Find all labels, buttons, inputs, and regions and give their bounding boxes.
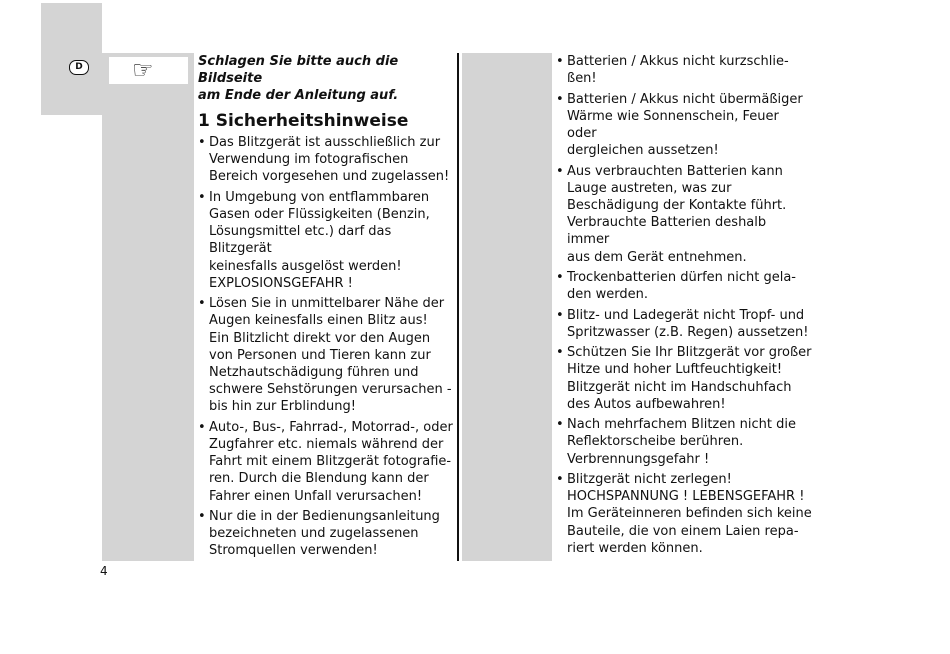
gray-strip-middle bbox=[462, 53, 552, 561]
list-item: • Aus verbrauchten Batterien kann Lauge austreten, was zur Beschädigung der Kontakte führt. Verbrauchte Batterien deshalb immer aus dem Gerät entnehmen. bbox=[556, 163, 812, 266]
list-item: • Schützen Sie Ihr Blitzgerät vor großer Hitze und hoher Luftfeuchtigkeit! Blitzgerät nicht im Handschuhfach des Autos aufbewahren! bbox=[556, 344, 812, 413]
list-item: • Blitz- und Ladegerät nicht Tropf- und Spritzwasser (z.B. Regen) aussetzen! bbox=[556, 307, 812, 341]
note-text: Schlagen Sie bitte auch die Bildseite am Ende der Anleitung auf. bbox=[198, 54, 399, 104]
column-divider bbox=[457, 53, 459, 561]
list-item: • Nach mehrfachem Blitzen nicht die Reflektorscheibe berühren. Verbrennungsgefahr ! bbox=[556, 416, 812, 468]
list-item: • Das Blitzgerät ist ausschließlich zur Verwendung im fotografischen Bereich vorgesehen und zugelassen! bbox=[198, 134, 454, 186]
list-item: • Batterien / Akkus nicht übermäßiger Wärme wie Sonnenschein, Feuer oder dergleichen aussetzen! bbox=[556, 91, 812, 160]
list-item: • Trockenbatterien dürfen nicht gela- den werden. bbox=[556, 269, 812, 303]
language-badge: D bbox=[69, 60, 89, 75]
pointing-hand-icon: ☞ bbox=[132, 56, 154, 84]
list-item: • In Umgebung von entflammbaren Gasen oder Flüssigkeiten (Benzin, Lösungsmittel etc.) darf das Blitzgerät keinesfalls ausgelöst werden! EXPLOSIONSGEFAHR ! bbox=[198, 189, 454, 292]
list-item: • Lösen Sie in unmittelbarer Nähe der Augen keinesfalls einen Blitz aus! Ein Blitzlicht direkt vor den Augen von Personen und Tieren kann zur Netzhautschädigung führen und schwere Sehstörungen verursachen - bis hin zur Erblindung! bbox=[198, 295, 454, 415]
list-item: • Batterien / Akkus nicht kurzschlie- ßen! bbox=[556, 53, 812, 87]
section-heading: 1 Sicherheitshinweise bbox=[198, 111, 409, 131]
list-item: • Auto-, Bus-, Fahrrad-, Motorrad-, oder Zugfahrer etc. niemals während der Fahrt mit einem Blitzgerät fotografie- ren. Durch die Blendung kann der Fahrer einen Unfall verursachen! bbox=[198, 419, 454, 505]
gray-strip-left bbox=[102, 53, 194, 561]
list-item: • Blitzgerät nicht zerlegen! HOCHSPANNUNG ! LEBENSGEFAHR ! Im Geräteinneren befinden sich keine Bauteile, die von einem Laien repa- riert werden können. bbox=[556, 471, 812, 557]
gray-tab-top bbox=[41, 3, 102, 115]
list-item: • Nur die in der Bedienungsanleitung bezeichneten und zugelassenen Stromquellen verwenden! bbox=[198, 508, 454, 560]
page-number: 4 bbox=[100, 564, 108, 578]
safety-list-left bbox=[198, 134, 454, 563]
safety-list-right bbox=[556, 53, 812, 560]
